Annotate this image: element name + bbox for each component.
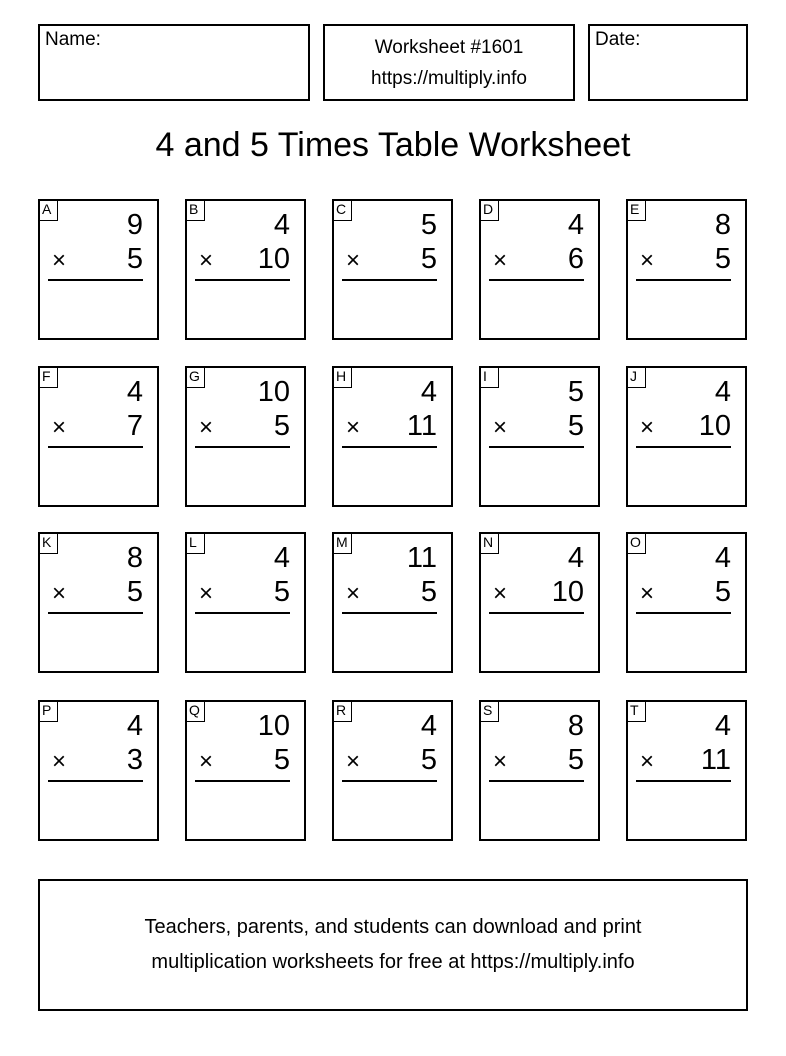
multiplicand: 10: [257, 376, 290, 408]
multiply-sign-icon: ×: [199, 580, 214, 607]
answer-line: [342, 612, 437, 614]
multiplier: 5: [714, 576, 731, 608]
footer-box: [38, 879, 748, 1011]
answer-line: [636, 612, 731, 614]
multiplicand: 4: [126, 710, 143, 742]
answer-line: [48, 612, 143, 614]
problem-card-c[interactable]: [332, 199, 453, 340]
problem-card-n[interactable]: [479, 532, 600, 673]
name-label: Name:: [45, 29, 101, 50]
footer-line-1: Teachers, parents, and students can download and print: [144, 916, 642, 938]
problem-letter: L: [185, 532, 205, 554]
problem-card-a[interactable]: [38, 199, 159, 340]
multiplicand: 4: [567, 209, 584, 241]
multiplicand: 4: [273, 209, 290, 241]
multiplicand: 4: [273, 542, 290, 574]
answer-line: [48, 780, 143, 782]
multiplier: 5: [420, 576, 437, 608]
problem-card-r[interactable]: [332, 700, 453, 841]
problem-letter: J: [626, 366, 646, 388]
multiplier: 10: [698, 410, 731, 442]
answer-line: [195, 612, 290, 614]
multiplicand: 9: [126, 209, 143, 241]
multiply-sign-icon: ×: [346, 414, 361, 441]
answer-line: [489, 612, 584, 614]
multiplicand: 4: [714, 542, 731, 574]
problem-letter: Q: [185, 700, 205, 722]
problem-letter: T: [626, 700, 646, 722]
answer-line: [342, 780, 437, 782]
answer-line: [489, 279, 584, 281]
multiplier: 6: [567, 243, 584, 275]
footer-line-2: multiplication worksheets for free at https://multiply.info: [151, 951, 635, 973]
multiplicand: 5: [567, 376, 584, 408]
answer-line: [636, 279, 731, 281]
multiply-sign-icon: ×: [493, 580, 508, 607]
answer-line: [195, 279, 290, 281]
multiplier: 5: [420, 243, 437, 275]
answer-line: [489, 446, 584, 448]
problem-card-k[interactable]: [38, 532, 159, 673]
multiplicand: 4: [567, 542, 584, 574]
problem-card-t[interactable]: [626, 700, 747, 841]
multiplicand: 4: [714, 710, 731, 742]
problem-letter: K: [38, 532, 58, 554]
multiply-sign-icon: ×: [52, 748, 67, 775]
problem-card-q[interactable]: [185, 700, 306, 841]
multiply-sign-icon: ×: [52, 414, 67, 441]
problem-card-o[interactable]: [626, 532, 747, 673]
problem-letter: P: [38, 700, 58, 722]
multiplier: 10: [551, 576, 584, 608]
multiplicand: 4: [420, 376, 437, 408]
problem-letter: C: [332, 199, 352, 221]
answer-line: [342, 446, 437, 448]
problem-card-b[interactable]: [185, 199, 306, 340]
multiplier: 11: [700, 744, 731, 776]
multiply-sign-icon: ×: [493, 247, 508, 274]
answer-line: [489, 780, 584, 782]
problem-letter: A: [38, 199, 58, 221]
answer-line: [48, 446, 143, 448]
problem-letter: F: [38, 366, 58, 388]
problem-letter: S: [479, 700, 499, 722]
problem-card-p[interactable]: [38, 700, 159, 841]
multiplicand: 4: [126, 376, 143, 408]
multiplicand: 8: [567, 710, 584, 742]
problem-card-s[interactable]: [479, 700, 600, 841]
multiply-sign-icon: ×: [199, 247, 214, 274]
multiplier: 5: [567, 410, 584, 442]
answer-line: [195, 446, 290, 448]
multiplicand: 8: [714, 209, 731, 241]
date-box[interactable]: [588, 24, 748, 101]
multiplier: 5: [126, 576, 143, 608]
worksheet-info-box: [323, 24, 575, 101]
name-box[interactable]: [38, 24, 310, 101]
answer-line: [636, 780, 731, 782]
multiply-sign-icon: ×: [493, 414, 508, 441]
multiplicand: 8: [126, 542, 143, 574]
problem-card-d[interactable]: [479, 199, 600, 340]
multiply-sign-icon: ×: [346, 748, 361, 775]
multiply-sign-icon: ×: [346, 580, 361, 607]
multiplier: 5: [273, 744, 290, 776]
problem-card-j[interactable]: [626, 366, 747, 507]
multiplicand: 4: [714, 376, 731, 408]
multiplicand: 5: [420, 209, 437, 241]
worksheet-number: Worksheet #1601: [374, 36, 524, 58]
multiplier: 5: [273, 410, 290, 442]
multiply-sign-icon: ×: [52, 580, 67, 607]
multiplicand: 10: [257, 710, 290, 742]
problem-letter: N: [479, 532, 499, 554]
multiplier: 5: [714, 243, 731, 275]
multiplicand: 4: [420, 710, 437, 742]
problem-letter: B: [185, 199, 205, 221]
multiply-sign-icon: ×: [640, 247, 655, 274]
problem-card-e[interactable]: [626, 199, 747, 340]
multiply-sign-icon: ×: [199, 748, 214, 775]
problem-letter: M: [332, 532, 352, 554]
multiply-sign-icon: ×: [52, 247, 67, 274]
multiply-sign-icon: ×: [640, 414, 655, 441]
problem-letter: O: [626, 532, 646, 554]
website-link[interactable]: https://multiply.info: [371, 67, 527, 89]
multiplier: 7: [126, 410, 143, 442]
multiply-sign-icon: ×: [640, 748, 655, 775]
multiplicand: 11: [406, 542, 437, 574]
multiply-sign-icon: ×: [640, 580, 655, 607]
problem-card-m[interactable]: [332, 532, 453, 673]
problem-card-i[interactable]: [479, 366, 600, 507]
answer-line: [636, 446, 731, 448]
problem-letter: E: [626, 199, 646, 221]
multiplier: 3: [126, 744, 143, 776]
multiplier: 5: [273, 576, 290, 608]
problem-letter: H: [332, 366, 352, 388]
date-label: Date:: [595, 29, 641, 50]
multiplier: 11: [406, 410, 437, 442]
problem-letter: I: [479, 366, 499, 388]
problem-card-h[interactable]: [332, 366, 453, 507]
multiply-sign-icon: ×: [493, 748, 508, 775]
problem-letter: D: [479, 199, 499, 221]
page-title: 4 and 5 Times Table Worksheet: [155, 126, 631, 164]
answer-line: [195, 780, 290, 782]
problem-card-g[interactable]: [185, 366, 306, 507]
multiplier: 5: [126, 243, 143, 275]
multiply-sign-icon: ×: [199, 414, 214, 441]
multiplier: 5: [420, 744, 437, 776]
answer-line: [48, 279, 143, 281]
multiplier: 10: [257, 243, 290, 275]
problem-card-l[interactable]: [185, 532, 306, 673]
answer-line: [342, 279, 437, 281]
multiplier: 5: [567, 744, 584, 776]
problem-card-f[interactable]: [38, 366, 159, 507]
problem-letter: R: [332, 700, 352, 722]
problem-letter: G: [185, 366, 205, 388]
multiply-sign-icon: ×: [346, 247, 361, 274]
